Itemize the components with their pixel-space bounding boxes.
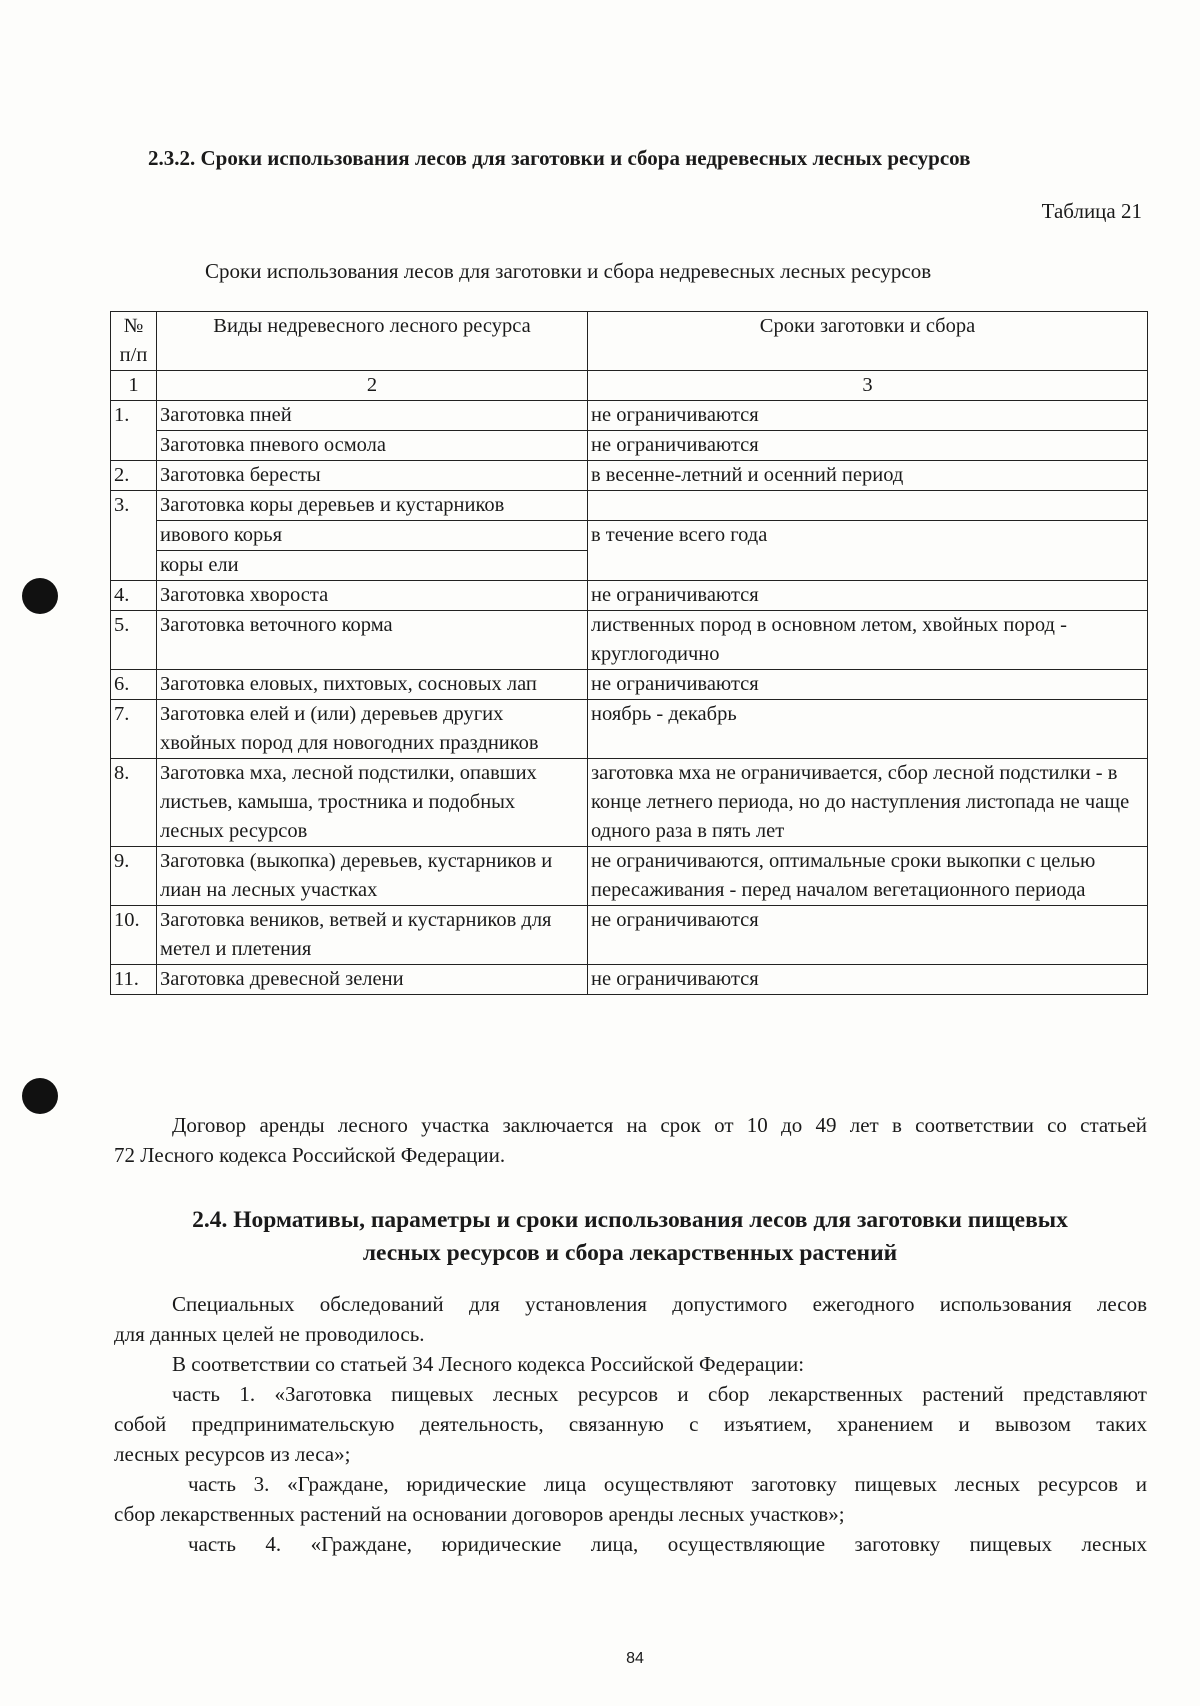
cell-number: 4. <box>111 581 157 611</box>
table-row <box>111 431 1148 461</box>
cell-terms: ноябрь - декабрь <box>588 700 1148 759</box>
table-row <box>111 611 1148 670</box>
body-line: сбор лекарственных растений на основании договоров аренды лесных участков»; <box>114 1502 845 1526</box>
table-row <box>111 906 1148 965</box>
table-row <box>111 759 1148 847</box>
table-row <box>111 847 1148 906</box>
body-line: часть 1. «Заготовка пищевых лесных ресурсов и сбор лекарственных растений представляют <box>172 1382 1147 1406</box>
section-heading-24-line2: лесных ресурсов и сбора лекарственных растений <box>362 1240 898 1266</box>
cell-number: 10. <box>111 906 157 965</box>
lease-paragraph-line1: Договор аренды лесного участка заключается на срок от 10 до 49 лет в соответствии со статьей <box>172 1113 1147 1137</box>
header-resource-type: Виды недревесного лесного ресурса <box>157 312 588 371</box>
cell-terms: не ограничиваются <box>588 670 1148 700</box>
table-row <box>111 700 1148 759</box>
cell-resource-type: Заготовка пней <box>157 401 588 431</box>
cell-number: 7. <box>111 700 157 759</box>
colnum-2: 2 <box>157 371 588 401</box>
body-line: лесных ресурсов из леса»; <box>114 1442 351 1466</box>
table-row <box>111 401 1148 431</box>
table-row <box>111 965 1148 995</box>
table-number: Таблица 21 <box>1041 199 1142 223</box>
body-line: часть 4. «Граждане, юридические лица, осуществляющие заготовку пищевых лесных <box>188 1532 1147 1556</box>
lease-paragraph-line2: 72 Лесного кодекса Российской Федерации. <box>114 1143 506 1167</box>
header-number: № п/п <box>111 312 157 371</box>
cell-number: 1. <box>111 401 157 461</box>
table-header-row <box>111 312 1148 371</box>
cell-terms <box>588 491 1148 521</box>
cell-terms: не ограничиваются <box>588 906 1148 965</box>
table-row <box>111 581 1148 611</box>
table-row <box>111 461 1148 491</box>
colnum-1: 1 <box>111 371 157 401</box>
cell-terms: лиственных пород в основном летом, хвойных пород - круглогодично <box>588 611 1148 670</box>
body-line: часть 3. «Граждане, юридические лица осуществляют заготовку пищевых лесных ресурсов и <box>188 1472 1147 1496</box>
cell-resource-type: Заготовка веточного корма <box>157 611 588 670</box>
cell-resource-type: коры ели <box>157 551 588 581</box>
cell-resource-type: Заготовка (выкопка) деревьев, кустарников и лиан на лесных участках <box>157 847 588 906</box>
body-line: для данных целей не проводилось. <box>114 1322 425 1346</box>
cell-terms: не ограничиваются <box>588 581 1148 611</box>
cell-number: 5. <box>111 611 157 670</box>
section-heading-232: 2.3.2. Сроки использования лесов для заготовки и сбора недревесных лесных ресурсов <box>148 146 971 170</box>
cell-number: 3. <box>111 491 157 581</box>
cell-terms: не ограничиваются <box>588 965 1148 995</box>
header-terms: Сроки заготовки и сбора <box>588 312 1148 371</box>
cell-number: 11. <box>111 965 157 995</box>
punch-hole <box>22 578 58 614</box>
cell-resource-type: Заготовка хвороста <box>157 581 588 611</box>
cell-resource-type: Заготовка мха, лесной подстилки, опавших листьев, камыша, тростника и подобных лесных ресурсов <box>157 759 588 847</box>
table-row <box>111 670 1148 700</box>
cell-terms: не ограничиваются, оптимальные сроки выкопки с целью пересаживания - перед началом вегетационного периода <box>588 847 1148 906</box>
non-timber-resources-table <box>110 311 1148 995</box>
cell-resource-type: Заготовка бересты <box>157 461 588 491</box>
cell-resource-type: Заготовка коры деревьев и кустарников <box>157 491 588 521</box>
colnum-3: 3 <box>588 371 1148 401</box>
cell-terms: заготовка мха не ограничивается, сбор лесной подстилки - в конце летнего периода, но до наступления листопада не чаще одного раза в пять лет <box>588 759 1148 847</box>
section-heading-24 <box>130 1204 1130 1270</box>
cell-resource-type: Заготовка елей и (или) деревьев других хвойных пород для новогодних праздников <box>157 700 588 759</box>
cell-terms: в течение всего года <box>588 521 1148 581</box>
cell-resource-type: Заготовка пневого осмола <box>157 431 588 461</box>
table-row <box>111 521 1148 551</box>
cell-resource-type: Заготовка древесной зелени <box>157 965 588 995</box>
cell-resource-type: Заготовка веников, ветвей и кустарников для метел и плетения <box>157 906 588 965</box>
cell-resource-type: Заготовка еловых, пихтовых, сосновых лап <box>157 670 588 700</box>
table-colnum-row <box>111 371 1148 401</box>
cell-terms: не ограничиваются <box>588 431 1148 461</box>
cell-terms: в весенне-летний и осенний период <box>588 461 1148 491</box>
table-row <box>111 491 1148 521</box>
body-line: В соответствии со статьей 34 Лесного кодекса Российской Федерации: <box>172 1352 805 1376</box>
section-heading-24-line1: 2.4. Нормативы, параметры и сроки использования лесов для заготовки пищевых <box>192 1207 1068 1233</box>
cell-number: 8. <box>111 759 157 847</box>
table-caption: Сроки использования лесов для заготовки и сбора недревесных лесных ресурсов <box>205 259 932 283</box>
body-line: Специальных обследований для установления допустимого ежегодного использования лесов <box>172 1292 1147 1316</box>
page-number: 84 <box>626 1650 644 1667</box>
body-line: собой предпринимательскую деятельность, связанную с изъятием, хранением и вывозом таких <box>114 1412 1147 1436</box>
punch-hole <box>22 1078 58 1114</box>
cell-number: 6. <box>111 670 157 700</box>
cell-resource-type: ивового корья <box>157 521 588 551</box>
cell-number: 2. <box>111 461 157 491</box>
cell-number: 9. <box>111 847 157 906</box>
cell-terms: не ограничиваются <box>588 401 1148 431</box>
